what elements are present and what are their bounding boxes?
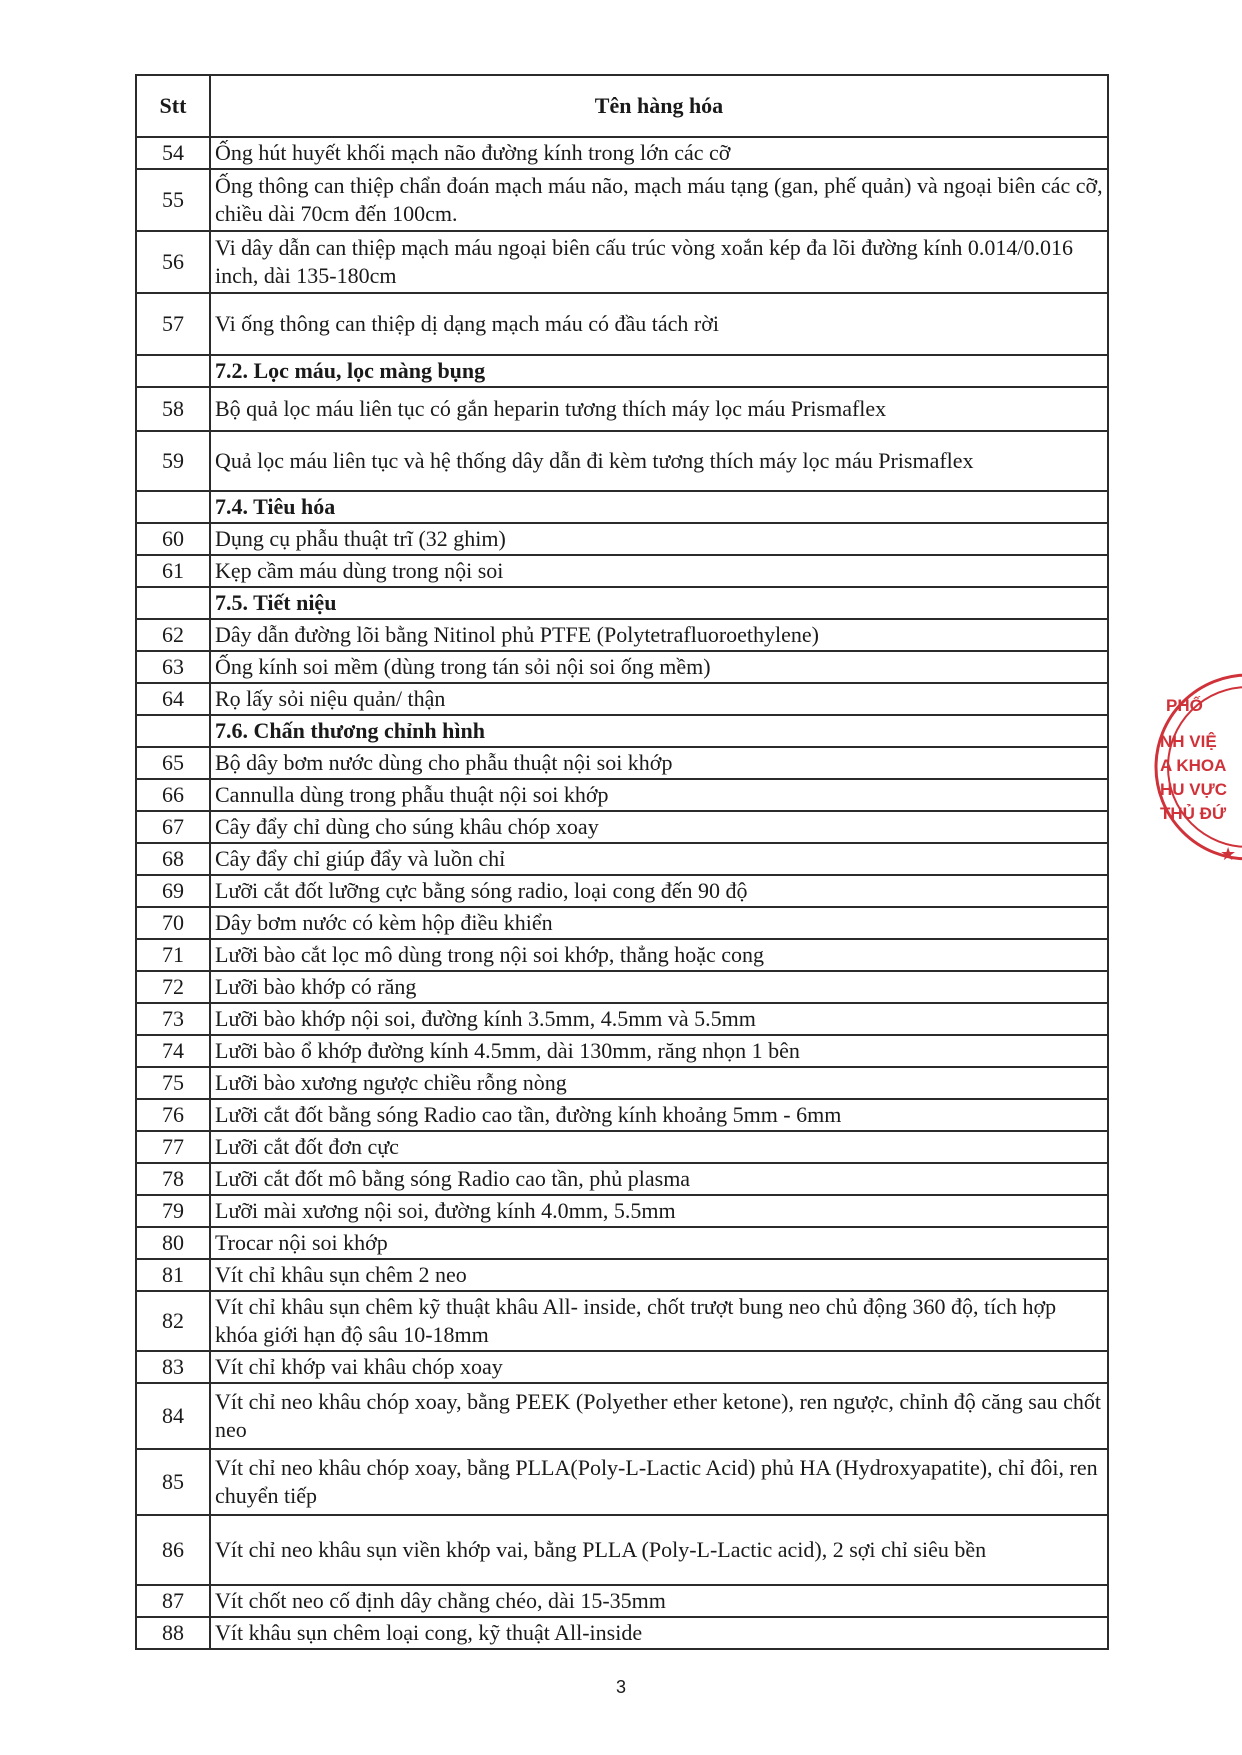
header-name: Tên hàng hóa bbox=[210, 75, 1108, 137]
section-row bbox=[136, 587, 1108, 619]
table-row bbox=[136, 1617, 1108, 1649]
row-name: Vít chỉ khâu sụn chêm 2 neo bbox=[210, 1259, 1108, 1291]
table-row bbox=[136, 1099, 1108, 1131]
row-name: Vít chỉ neo khâu chóp xoay, bằng PLLA(Poly-L-Lactic Acid) phủ HA (Hydroxyapatite), chỉ đôi, ren chuyển tiếp bbox=[210, 1449, 1108, 1515]
row-stt: 56 bbox=[136, 231, 210, 293]
row-name: Dây bơm nước có kèm hộp điều khiển bbox=[210, 907, 1108, 939]
table-body bbox=[136, 137, 1108, 1649]
row-name: Bộ dây bơm nước dùng cho phẫu thuật nội soi khớp bbox=[210, 747, 1108, 779]
table-row bbox=[136, 1195, 1108, 1227]
table-row bbox=[136, 1291, 1108, 1351]
row-name: Lưỡi bào cắt lọc mô dùng trong nội soi khớp, thẳng hoặc cong bbox=[210, 939, 1108, 971]
row-stt: 87 bbox=[136, 1585, 210, 1617]
row-stt: 83 bbox=[136, 1351, 210, 1383]
row-stt: 67 bbox=[136, 811, 210, 843]
row-name: Ống hút huyết khối mạch não đường kính trong lớn các cỡ bbox=[210, 137, 1108, 169]
row-stt: 72 bbox=[136, 971, 210, 1003]
row-name: Lưỡi mài xương nội soi, đường kính 4.0mm, 5.5mm bbox=[210, 1195, 1108, 1227]
stamp-line: THỦ ĐỨ bbox=[1160, 804, 1227, 823]
row-stt: 62 bbox=[136, 619, 210, 651]
row-name: Rọ lấy sỏi niệu quản/ thận bbox=[210, 683, 1108, 715]
table-row bbox=[136, 1163, 1108, 1195]
row-stt: 74 bbox=[136, 1035, 210, 1067]
table-row bbox=[136, 1227, 1108, 1259]
section-title: 7.6. Chấn thương chỉnh hình bbox=[210, 715, 1108, 747]
row-stt: 85 bbox=[136, 1449, 210, 1515]
section-row bbox=[136, 355, 1108, 387]
table-header-row bbox=[136, 75, 1108, 137]
row-name: Cây đẩy chỉ dùng cho súng khâu chóp xoay bbox=[210, 811, 1108, 843]
header-stt: Stt bbox=[136, 75, 210, 137]
row-name: Lưỡi bào ổ khớp đường kính 4.5mm, dài 130mm, răng nhọn 1 bên bbox=[210, 1035, 1108, 1067]
row-name: Vít chỉ neo khâu sụn viền khớp vai, bằng PLLA (Poly-L-Lactic acid), 2 sợi chỉ siêu bền bbox=[210, 1515, 1108, 1585]
row-stt: 55 bbox=[136, 169, 210, 231]
row-stt: 69 bbox=[136, 875, 210, 907]
row-stt: 79 bbox=[136, 1195, 210, 1227]
row-stt: 84 bbox=[136, 1383, 210, 1449]
row-stt: 66 bbox=[136, 779, 210, 811]
section-title: 7.4. Tiêu hóa bbox=[210, 491, 1108, 523]
table-row bbox=[136, 1383, 1108, 1449]
table-row bbox=[136, 231, 1108, 293]
table-row bbox=[136, 1259, 1108, 1291]
row-name: Lưỡi bào khớp có răng bbox=[210, 971, 1108, 1003]
row-stt: 86 bbox=[136, 1515, 210, 1585]
row-stt: 68 bbox=[136, 843, 210, 875]
row-name: Ống thông can thiệp chẩn đoán mạch máu não, mạch máu tạng (gan, phế quản) và ngoại biên các cỡ, chiều dài 70cm đến 100cm. bbox=[210, 169, 1108, 231]
table-row bbox=[136, 651, 1108, 683]
row-name: Kẹp cầm máu dùng trong nội soi bbox=[210, 555, 1108, 587]
row-stt bbox=[136, 715, 210, 747]
table-row bbox=[136, 843, 1108, 875]
table-row bbox=[136, 1351, 1108, 1383]
row-name: Lưỡi cắt đốt đơn cực bbox=[210, 1131, 1108, 1163]
table-row bbox=[136, 747, 1108, 779]
table-row bbox=[136, 137, 1108, 169]
row-name: Lưỡi bào khớp nội soi, đường kính 3.5mm, 4.5mm và 5.5mm bbox=[210, 1003, 1108, 1035]
row-stt: 76 bbox=[136, 1099, 210, 1131]
row-stt: 78 bbox=[136, 1163, 210, 1195]
table-row bbox=[136, 907, 1108, 939]
row-name: Bộ quả lọc máu liên tục có gắn heparin tương thích máy lọc máu Prismaflex bbox=[210, 387, 1108, 431]
svg-text:★: ★ bbox=[1220, 844, 1237, 865]
row-stt: 82 bbox=[136, 1291, 210, 1351]
table-row bbox=[136, 1003, 1108, 1035]
row-name: Lưỡi cắt đốt mô bằng sóng Radio cao tần, phủ plasma bbox=[210, 1163, 1108, 1195]
table-row bbox=[136, 555, 1108, 587]
row-name: Dụng cụ phẫu thuật trĩ (32 ghim) bbox=[210, 523, 1108, 555]
table-row bbox=[136, 683, 1108, 715]
row-stt: 59 bbox=[136, 431, 210, 491]
table-row bbox=[136, 811, 1108, 843]
row-stt: 63 bbox=[136, 651, 210, 683]
table-row bbox=[136, 1515, 1108, 1585]
row-stt: 80 bbox=[136, 1227, 210, 1259]
table-row bbox=[136, 1585, 1108, 1617]
row-name: Cannulla dùng trong phẫu thuật nội soi khớp bbox=[210, 779, 1108, 811]
row-name: Vít chỉ neo khâu chóp xoay, bằng PEEK (Polyether ether ketone), ren ngược, chỉnh độ căng sau chốt neo bbox=[210, 1383, 1108, 1449]
table-row bbox=[136, 169, 1108, 231]
row-name: Vít chốt neo cố định dây chằng chéo, dài 15-35mm bbox=[210, 1585, 1108, 1617]
row-stt bbox=[136, 355, 210, 387]
table-row bbox=[136, 1449, 1108, 1515]
row-stt: 57 bbox=[136, 293, 210, 355]
table-row bbox=[136, 875, 1108, 907]
row-stt: 54 bbox=[136, 137, 210, 169]
row-stt: 73 bbox=[136, 1003, 210, 1035]
stamp-line: HU VỰC bbox=[1160, 780, 1227, 799]
table-row bbox=[136, 431, 1108, 491]
table-row bbox=[136, 619, 1108, 651]
row-name: Vít chỉ khớp vai khâu chóp xoay bbox=[210, 1351, 1108, 1383]
section-title: 7.2. Lọc máu, lọc màng bụng bbox=[210, 355, 1108, 387]
stamp-line: NH VIỆ bbox=[1160, 732, 1217, 751]
stamp-line: PHỐ bbox=[1166, 696, 1203, 715]
row-stt: 61 bbox=[136, 555, 210, 587]
section-title: 7.5. Tiết niệu bbox=[210, 587, 1108, 619]
row-name: Trocar nội soi khớp bbox=[210, 1227, 1108, 1259]
row-name: Quả lọc máu liên tục và hệ thống dây dẫn đi kèm tương thích máy lọc máu Prismaflex bbox=[210, 431, 1108, 491]
row-name: Lưỡi cắt đốt bằng sóng Radio cao tần, đường kính khoảng 5mm - 6mm bbox=[210, 1099, 1108, 1131]
row-stt bbox=[136, 587, 210, 619]
row-stt: 88 bbox=[136, 1617, 210, 1649]
row-name: Vít khâu sụn chêm loại cong, kỹ thuật All-inside bbox=[210, 1617, 1108, 1649]
row-stt: 58 bbox=[136, 387, 210, 431]
row-stt: 65 bbox=[136, 747, 210, 779]
table-row bbox=[136, 1035, 1108, 1067]
table-row bbox=[136, 387, 1108, 431]
row-stt bbox=[136, 491, 210, 523]
row-name: Ống kính soi mềm (dùng trong tán sỏi nội soi ống mềm) bbox=[210, 651, 1108, 683]
page-number: 3 bbox=[615, 1677, 626, 1697]
table-row bbox=[136, 779, 1108, 811]
section-row bbox=[136, 491, 1108, 523]
table-row bbox=[136, 1131, 1108, 1163]
row-stt: 70 bbox=[136, 907, 210, 939]
table-row bbox=[136, 939, 1108, 971]
row-stt: 81 bbox=[136, 1259, 210, 1291]
table-row bbox=[136, 523, 1108, 555]
stamp-line: A KHOA bbox=[1160, 756, 1227, 775]
table-row bbox=[136, 293, 1108, 355]
row-name: Lưỡi bào xương ngược chiều rỗng nòng bbox=[210, 1067, 1108, 1099]
row-name: Vi dây dẫn can thiệp mạch máu ngoại biên cấu trúc vòng xoắn kép đa lõi đường kính 0.014/0.016 inch, dài 135-180cm bbox=[210, 231, 1108, 293]
goods-table bbox=[135, 74, 1109, 1650]
row-stt: 77 bbox=[136, 1131, 210, 1163]
row-stt: 75 bbox=[136, 1067, 210, 1099]
row-name: Dây dẫn đường lõi bằng Nitinol phủ PTFE (Polytetrafluoroethylene) bbox=[210, 619, 1108, 651]
row-stt: 64 bbox=[136, 683, 210, 715]
row-name: Vi ống thông can thiệp dị dạng mạch máu có đầu tách rời bbox=[210, 293, 1108, 355]
row-stt: 71 bbox=[136, 939, 210, 971]
row-name: Lưỡi cắt đốt lưỡng cực bằng sóng radio, loại cong đến 90 độ bbox=[210, 875, 1108, 907]
row-name: Vít chỉ khâu sụn chêm kỹ thuật khâu All- inside, chốt trượt bung neo chủ động 360 độ, tích hợp khóa giới hạn độ sâu 10-18mm bbox=[210, 1291, 1108, 1351]
row-stt: 60 bbox=[136, 523, 210, 555]
table-row bbox=[136, 971, 1108, 1003]
section-row bbox=[136, 715, 1108, 747]
table-row bbox=[136, 1067, 1108, 1099]
row-name: Cây đẩy chỉ giúp đẩy và luồn chỉ bbox=[210, 843, 1108, 875]
